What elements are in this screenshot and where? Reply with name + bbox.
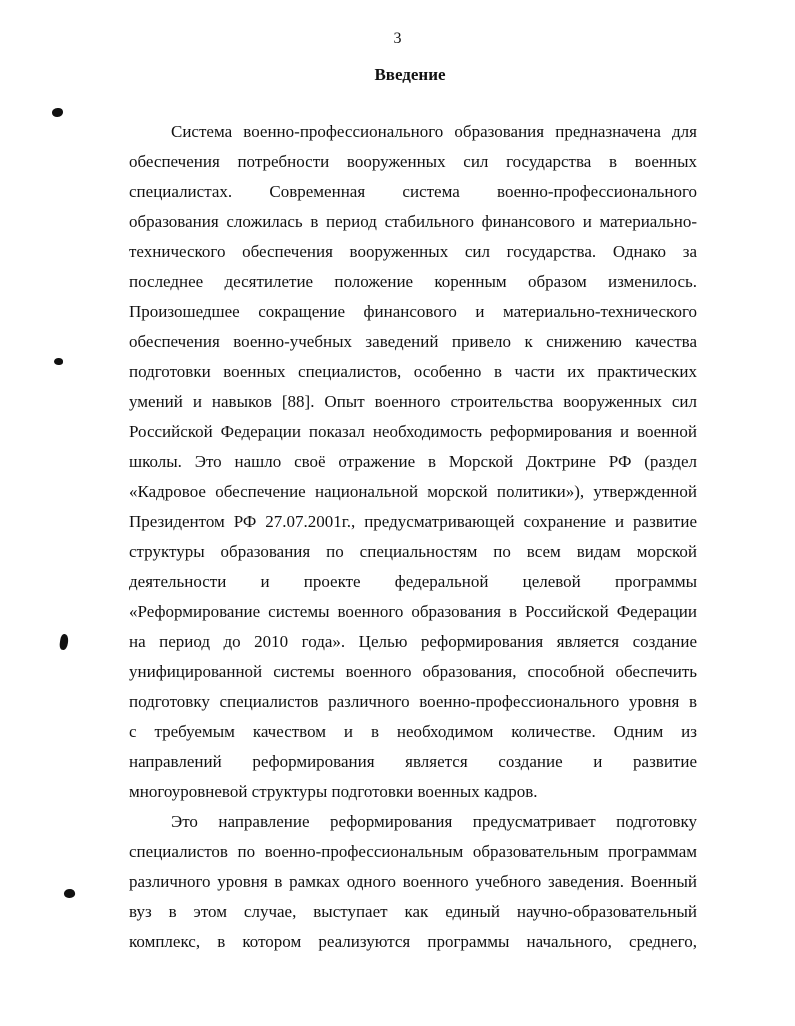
scan-artifact-mark (52, 108, 63, 117)
scan-artifact-mark (59, 634, 69, 651)
text-line: специалистах. Современная система военно-профессионального (129, 182, 697, 201)
text-line: унифицированной системы военного образования, способной обеспечить (129, 662, 697, 681)
text-line: Российской Федерации показал необходимость реформирования и военной (129, 422, 697, 441)
text-line: школы. Это нашло своё отражение в Морской Доктрине РФ (раздел (129, 452, 697, 471)
scan-artifact-mark (54, 358, 63, 365)
text-line: подготовки военных специалистов, особенно в части их практических (129, 362, 697, 381)
text-line: Президентом РФ 27.07.2001г., предусматривающей сохранение и развитие (129, 512, 697, 531)
text-line: «Кадровое обеспечение национальной морской политики»), утвержденной (129, 482, 697, 501)
text-line: технического обеспечения вооруженных сил государства. Однако за (129, 242, 697, 261)
text-line: образования сложилась в период стабильного финансового и материально- (129, 212, 697, 231)
text-line: направлений реформирования является создание и развитие (129, 752, 697, 771)
page-number: 3 (393, 30, 402, 47)
text-line: многоуровневой структуры подготовки военных кадров. (129, 782, 538, 801)
page-title: Введение (374, 65, 446, 84)
text-line: деятельности и проекте федеральной целевой программы (129, 572, 697, 591)
text-line: вуз в этом случае, выступает как единый научно-образовательный (129, 902, 697, 921)
paragraph-2 (129, 807, 697, 957)
text-line: подготовку специалистов различного военно-профессионального уровня в (129, 692, 697, 711)
text-line: Произошедшее сокращение финансового и материально-технического (129, 302, 697, 321)
text-line: структуры образования по специальностям по всем видам морской (129, 542, 697, 561)
text-line: последнее десятилетие положение коренным образом изменилось. (129, 272, 697, 291)
text-line: Система военно-профессионального образования предназначена для (171, 122, 697, 141)
text-line: обеспечения потребности вооруженных сил государства в военных (129, 152, 697, 171)
text-line: на период до 2010 года». Целью реформирования является создание (129, 632, 697, 651)
paragraph-1 (129, 117, 697, 807)
text-line: «Реформирование системы военного образования в Российской Федерации (129, 602, 697, 621)
text-line: Это направление реформирования предусматривает подготовку (171, 812, 697, 831)
scan-artifact-mark (63, 888, 75, 899)
text-line: специалистов по военно-профессиональным образовательным программам (129, 842, 697, 861)
text-line: умений и навыков [88]. Опыт военного строительства вооруженных сил (129, 392, 697, 411)
text-line: различного уровня в рамках одного военного учебного заведения. Военный (129, 872, 697, 891)
text-line: обеспечения военно-учебных заведений привело к снижению качества (129, 332, 697, 351)
text-line: комплекс, в котором реализуются программы начального, среднего, (129, 932, 697, 951)
text-line: с требуемым качеством и в необходимом количестве. Одним из (129, 722, 697, 741)
document-body (129, 117, 697, 957)
